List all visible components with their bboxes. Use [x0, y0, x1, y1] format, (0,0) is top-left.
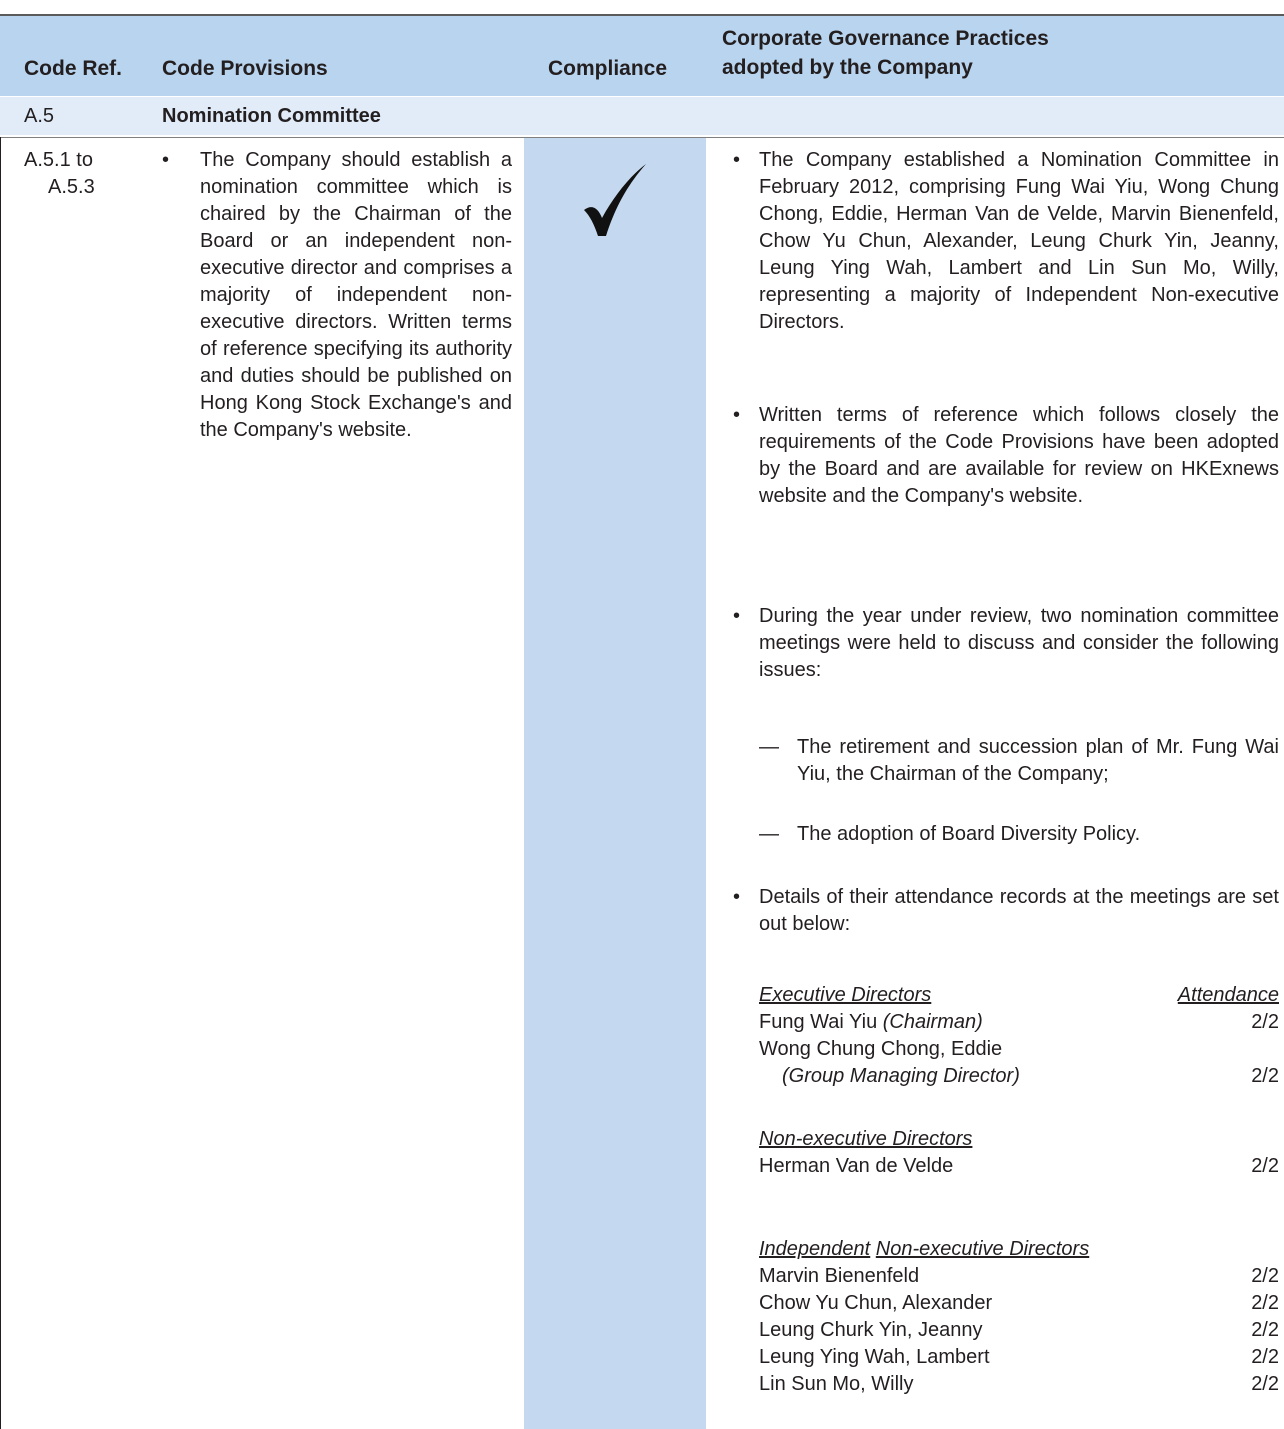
attendance-row [759, 1009, 1279, 1036]
attendance-row [759, 1371, 1279, 1398]
attendance-heading: Attendance [1177, 984, 1279, 1006]
left-border [0, 137, 1, 1429]
practice-text-4: Details of their attendance records at the meetings are set out below: [759, 886, 1279, 935]
director-role: (Group Managing Director) [782, 1065, 1020, 1087]
director-name [759, 1009, 983, 1036]
header-code-provisions: Code Provisions [162, 57, 328, 80]
director-name: Herman Van de Velde [759, 1155, 954, 1177]
attendance-row [759, 1036, 1279, 1063]
header-practices [722, 24, 1262, 82]
section-title: Nomination Committee [162, 105, 381, 127]
attendance-row [759, 1317, 1279, 1344]
nonexecutive-directors-heading: Non-executive Directors [759, 1128, 973, 1150]
issue-dash-2: — [759, 823, 779, 845]
attendance-value: 2/2 [1251, 1292, 1279, 1314]
attendance-row [759, 1290, 1279, 1317]
attendance-value: 2/2 [1251, 1065, 1279, 1087]
independent-directors-heading [759, 1236, 1089, 1263]
attendance-value: 2/2 [1251, 1346, 1279, 1368]
section-code: A.5 [24, 105, 55, 127]
checkmark-icon [580, 160, 650, 240]
practice-bullet-4: • [733, 886, 741, 908]
issue-text-2: The adoption of Board Diversity Policy. [797, 823, 1141, 845]
provision-bullet: • [162, 149, 170, 171]
executive-directors-heading: Executive Directors [759, 984, 932, 1006]
director-name: Marvin Bienenfeld [759, 1265, 920, 1287]
row-code-ref [24, 147, 134, 201]
director-name: Chow Yu Chun, Alexander [759, 1292, 993, 1314]
director-role: (Chairman) [882, 1011, 983, 1033]
director-name: Lin Sun Mo, Willy [759, 1373, 914, 1395]
independent-header-row [759, 1236, 1279, 1263]
practice-bullet-2: • [733, 404, 741, 426]
practice-bullet-1: • [733, 149, 741, 171]
director-name: Wong Chung Chong, Eddie [759, 1038, 1003, 1060]
attendance-header-row [759, 982, 1279, 1009]
attendance-row [759, 1153, 1279, 1180]
header-compliance: Compliance [548, 57, 668, 80]
attendance-row [759, 1263, 1279, 1290]
attendance-value: 2/2 [1251, 1319, 1279, 1341]
practice-text-2: Written terms of reference which follows closely the requirements of the Code Provisions have been adopted by the Board and are available for review on HKExnews website and the Company's website. [759, 404, 1279, 507]
practice-bullet-3: • [733, 605, 741, 627]
issue-dash-1: — [759, 736, 779, 758]
director-name: Leung Ying Wah, Lambert [759, 1346, 990, 1368]
header-practices-line2: adopted by the Company [722, 56, 973, 79]
attendance-row [759, 1344, 1279, 1371]
row-code-ref-line2: A.5.3 [48, 176, 95, 198]
attendance-row [759, 1063, 1279, 1090]
nonexec-header-row [759, 1126, 1279, 1153]
header-practices-line1: Corporate Governance Practices [722, 27, 1049, 50]
practice-text-1: The Company established a Nomination Committee in February 2012, comprising Fung Wai Yiu, Wong Chung Chong, Eddie, Herman Van de Velde, Marvin Bienenfeld, Chow Yu Chun, Alexander, Leung Churk Yin, Jeanny, Leung Ying Wah, Lambert and Lin Sun Mo, Willy, representing a majority of Independent Non-executive Directors. [759, 149, 1279, 333]
compliance-column [524, 138, 706, 1429]
issue-text-1: The retirement and succession plan of Mr. Fung Wai Yiu, the Chairman of the Company; [797, 736, 1279, 785]
provision-text: The Company should establish a nomination committee which is chaired by the Chairman of the Board or an independent non-executive director and comprises a majority of independent non-executive directors. Written terms of reference specifying its authority and duties should be published on Hong Kong Stock Exchange's and the Company's website. [200, 149, 512, 441]
director-name-text: Fung Wai Yiu [759, 1011, 878, 1033]
independent-heading-rest: Non-executive Directors [875, 1238, 1090, 1260]
attendance-value: 2/2 [1251, 1011, 1279, 1033]
independent-word: Independent [759, 1238, 871, 1260]
row-code-ref-line1: A.5.1 to [24, 149, 93, 171]
attendance-value: 2/2 [1251, 1155, 1279, 1177]
attendance-value: 2/2 [1251, 1265, 1279, 1287]
practice-text-3: During the year under review, two nomination committee meetings were held to discuss and consider the following issues: [759, 605, 1279, 681]
director-name: Leung Churk Yin, Jeanny [759, 1319, 983, 1341]
header-code-ref: Code Ref. [24, 57, 123, 80]
attendance-value: 2/2 [1251, 1373, 1279, 1395]
